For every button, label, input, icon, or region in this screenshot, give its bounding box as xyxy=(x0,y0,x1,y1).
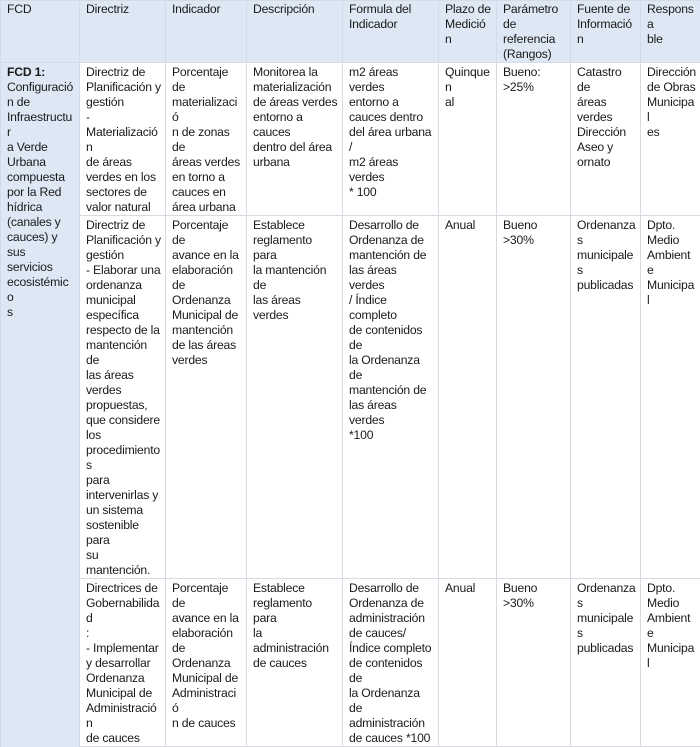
header-plazo: Plazo de Medición xyxy=(439,1,497,63)
cell-parametro: Bueno: >25% xyxy=(497,63,571,216)
cell-descripcion: Establece reglamento para la mantención de las áreas verdes xyxy=(247,216,343,579)
cell-formula: Desarrollo de Ordenanza de administración de cauces/ Índice completo de contenidos de la Ordenanza de administración de cauces *100 xyxy=(343,579,439,747)
table-row xyxy=(1,216,700,579)
cell-fuente: Ordenanza s municipales publicadas xyxy=(571,216,641,579)
fcd-title: FCD 1: xyxy=(7,65,45,79)
cell-descripcion: Monitorea la materialización de áreas verdes entorno a cauces dentro del área urbana xyxy=(247,63,343,216)
cell-indicador: Porcentaje de avance en la elaboración de Ordenanza Municipal de Administració n de cauces xyxy=(166,579,247,747)
fcd-cell xyxy=(1,63,80,747)
cell-directriz: Directriz de Planificación y gestión - Elaborar una ordenanza municipal específica respecto de la mantención de las áreas verdes propuestas, que considere los procedimientos para intervenirlas y un sistema sostenible para su mantención. xyxy=(80,216,166,579)
cell-responsable: Dpto. Medio Ambiente Municipal xyxy=(641,579,700,747)
header-directriz: Directriz xyxy=(80,1,166,63)
header-fuente: Fuente de Información xyxy=(571,1,641,63)
cell-formula: Desarrollo de Ordenanza de mantención de las áreas verdes / Índice completo de contenidos de la Ordenanza de mantención de las áreas verdes *100 xyxy=(343,216,439,579)
cell-indicador: Porcentaje de materializació n de zonas de áreas verdes en torno a cauces en área urbana xyxy=(166,63,247,216)
cell-responsable: Dpto. Medio Ambiente Municipal xyxy=(641,216,700,579)
header-row xyxy=(1,1,700,63)
cell-responsable: Dirección de Obras Municipal es xyxy=(641,63,700,216)
cell-descripcion: Establece reglamento para la administración de cauces xyxy=(247,579,343,747)
cell-parametro: Bueno >30% xyxy=(497,216,571,579)
header-fcd: FCD xyxy=(1,1,80,63)
header-indicador: Indicador xyxy=(166,1,247,63)
cell-fuente: Catastro de áreas verdes Dirección Aseo y ornato xyxy=(571,63,641,216)
cell-plazo: Anual xyxy=(439,579,497,747)
fcd-text: Configuració n de Infraestructur a Verde Urbana compuesta por la Red hídrica (canales y cauces) y sus servicios ecosistémico s xyxy=(7,80,73,319)
cell-directriz: Directriz de Planificación y gestión - Materialización de áreas verdes en los sectores de valor natural xyxy=(80,63,166,216)
table-row xyxy=(1,579,700,747)
cell-directriz: Directrices de Gobernabilidad : - Implementar y desarrollar Ordenanza Municipal de Administración de cauces xyxy=(80,579,166,747)
header-descripcion: Descripción xyxy=(247,1,343,63)
header-formula: Formula del Indicador xyxy=(343,1,439,63)
cell-formula: m2 áreas verdes entorno a cauces dentro del área urbana / m2 áreas verdes * 100 xyxy=(343,63,439,216)
cell-plazo: Quinquen al xyxy=(439,63,497,216)
cell-fuente: Ordenanza s municipales publicadas xyxy=(571,579,641,747)
table-row xyxy=(1,63,700,216)
cell-indicador: Porcentaje de avance en la elaboración de Ordenanza Municipal de mantención de las áreas verdes xyxy=(166,216,247,579)
header-responsable: Responsa ble xyxy=(641,1,700,63)
cell-plazo: Anual xyxy=(439,216,497,579)
cell-parametro: Bueno >30% xyxy=(497,579,571,747)
header-parametro: Parámetro de referencia (Rangos) xyxy=(497,1,571,63)
